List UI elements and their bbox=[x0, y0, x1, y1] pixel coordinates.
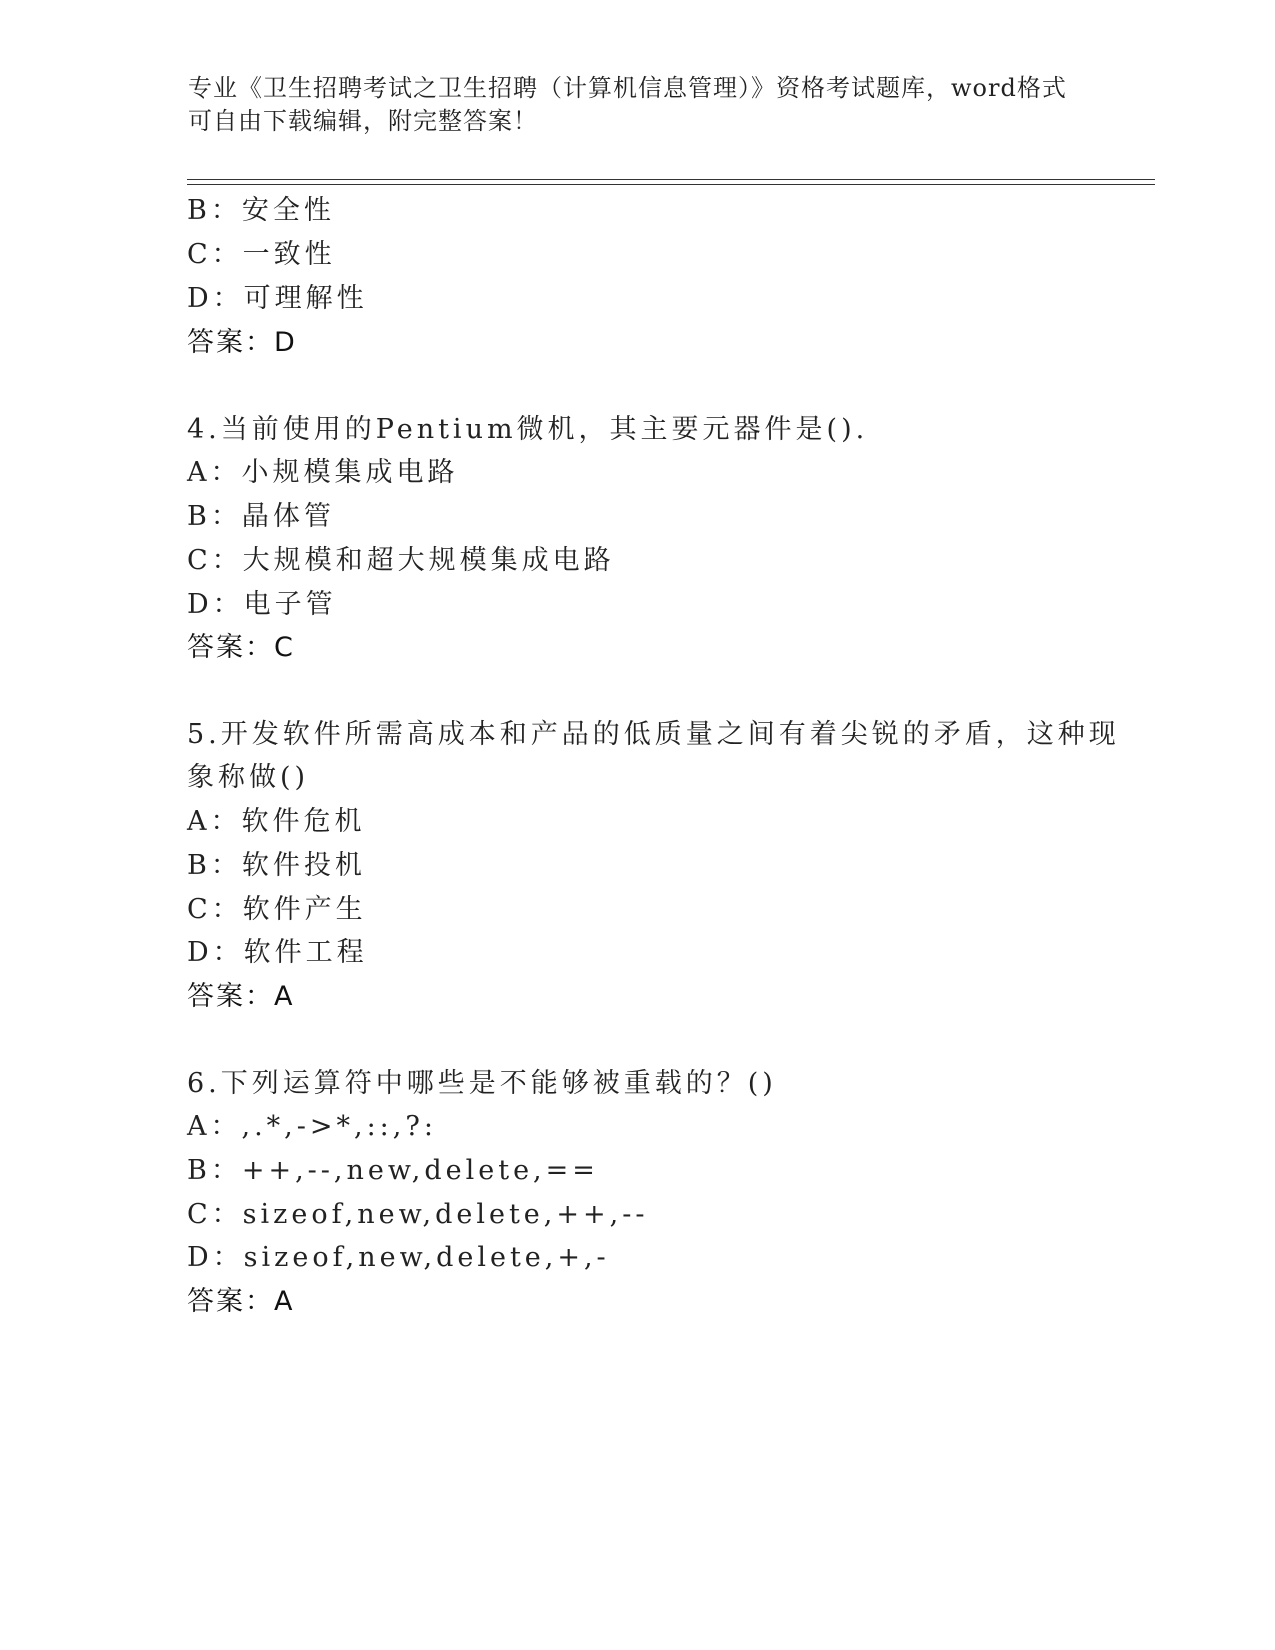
q6-question: 6.下列运算符中哪些是不能够被重载的？() bbox=[187, 1068, 777, 1099]
header-divider-bottom bbox=[187, 184, 1155, 185]
q4-answer: 答案：C bbox=[187, 632, 295, 663]
q5-answer: 答案：A bbox=[187, 981, 295, 1012]
q4-option-c: C：大规模和超大规模集成电路 bbox=[187, 545, 615, 576]
q3-answer: 答案：D bbox=[187, 327, 297, 358]
q3-option-c: C：一致性 bbox=[187, 239, 336, 270]
q4-option-d: D：电子管 bbox=[187, 589, 337, 620]
q5-option-b: B：软件投机 bbox=[187, 850, 366, 881]
q6-option-d: D：sizeof,new,delete,+,- bbox=[187, 1242, 610, 1273]
q6-option-c: C：sizeof,new,delete,++,-- bbox=[187, 1199, 649, 1230]
q4-option-b: B：晶体管 bbox=[187, 501, 335, 532]
q3-option-d: D：可理解性 bbox=[187, 283, 368, 314]
q5-option-c: C：软件产生 bbox=[187, 894, 367, 925]
q4-question: 4.当前使用的Pentium微机，其主要元器件是(). bbox=[187, 414, 869, 445]
q5-option-a: A：软件危机 bbox=[187, 806, 366, 837]
header-line-1: 专业《卫生招聘考试之卫生招聘（计算机信息管理）》资格考试题库，word格式 bbox=[188, 74, 1067, 102]
q6-answer: 答案：A bbox=[187, 1286, 295, 1317]
document-header bbox=[188, 72, 1068, 138]
q5-question-line-1: 5.开发软件所需高成本和产品的低质量之间有着尖锐的矛盾，这种现 bbox=[187, 719, 1120, 750]
q6-option-b: B：++,--,new,delete,== bbox=[187, 1155, 599, 1186]
q5-option-d: D：软件工程 bbox=[187, 937, 368, 968]
q3-option-b: B：安全性 bbox=[187, 195, 335, 226]
header-line-2: 可自由下载编辑，附完整答案！ bbox=[188, 107, 538, 135]
q5-question-line-2: 象称做() bbox=[187, 762, 310, 793]
q4-option-a: A：小规模集成电路 bbox=[187, 457, 459, 488]
q6-option-a: A：,.*,->*,::,?: bbox=[187, 1111, 437, 1142]
header-divider-top bbox=[187, 179, 1155, 180]
